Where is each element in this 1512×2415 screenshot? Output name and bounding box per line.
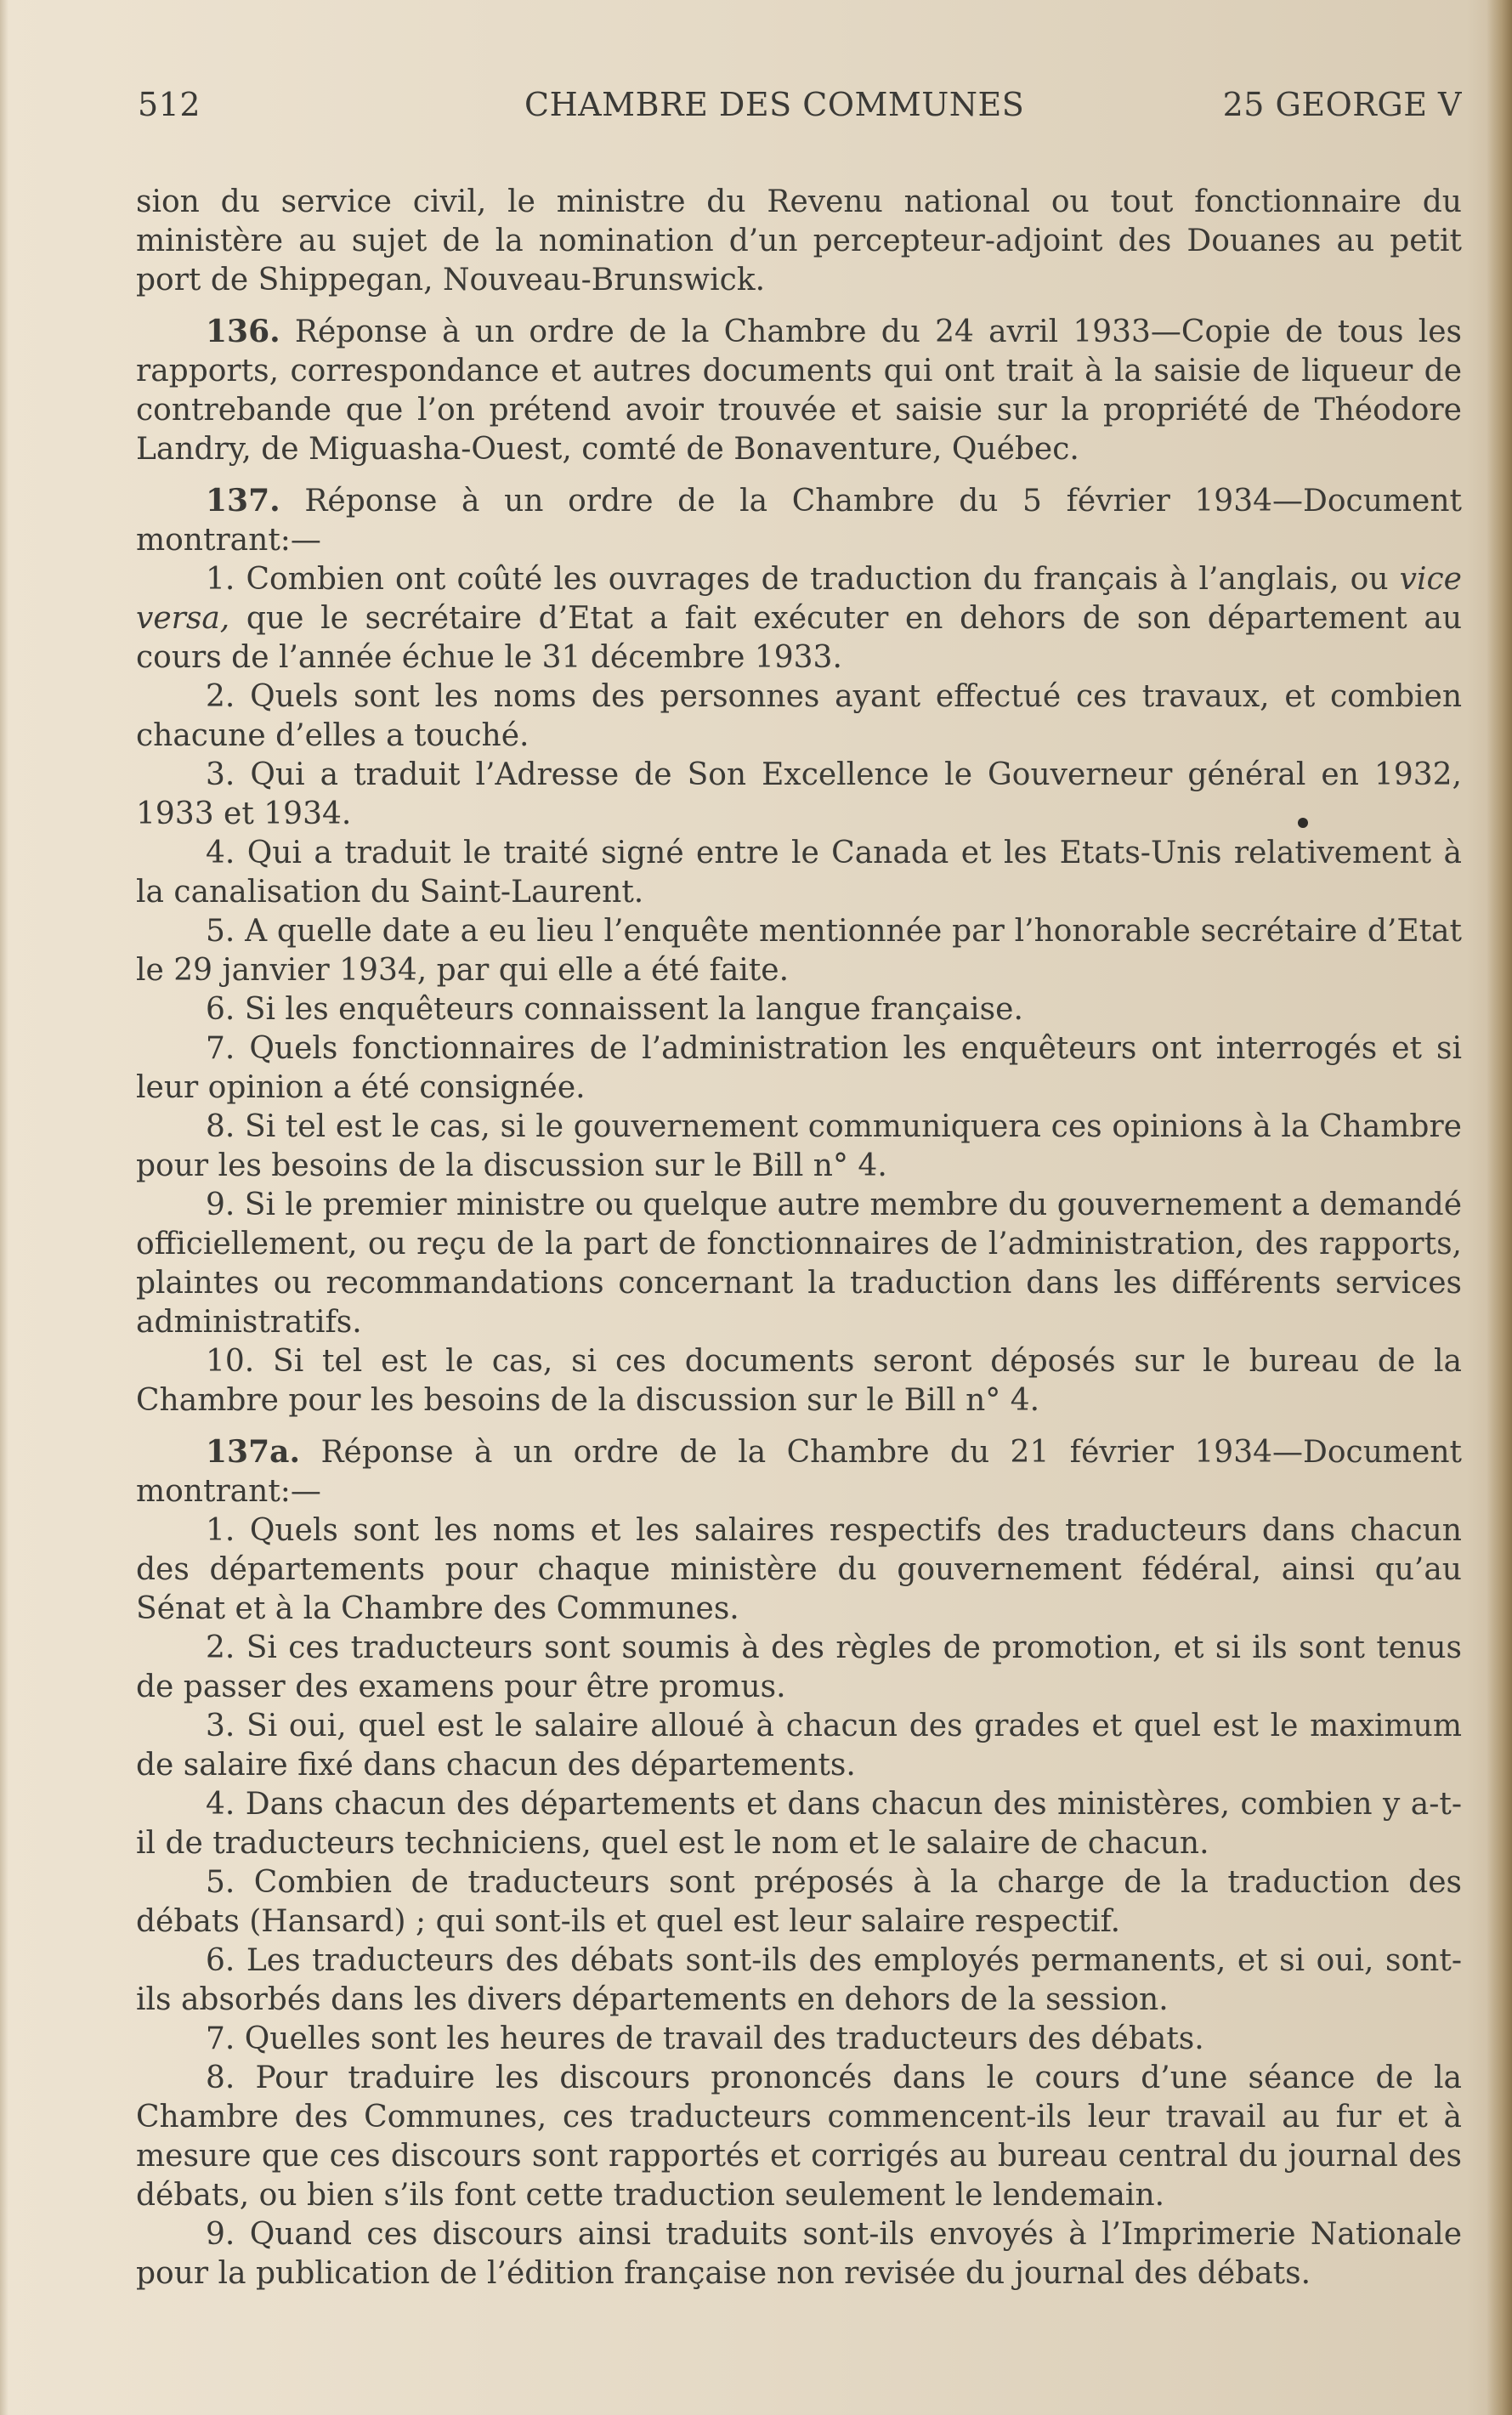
list-item: 1. Combien ont coûté les ouvrages de traduction du français à l’anglais, ou vice versa, que le secrétaire d’Etat a fait exécuter en dehors de son département au cours de l’année échue le 31 décembre 1933.: [136, 562, 1462, 675]
continuation-paragraph: sion du service civil, le ministre du Revenu national ou tout fonctionnaire du ministère au sujet de la nomination d’un percepteur-adjoint des Douanes au petit port de Shippegan, Nouveau-Brunswick.: [136, 184, 1462, 298]
entry-136: [136, 312, 1462, 469]
list-item: 3. Qui a traduit l’Adresse de Son Excellence le Gouverneur général en 1932, 1933 et 1934.: [136, 757, 1462, 831]
entry-intro: Réponse à un ordre de la Chambre du 21 février 1934—Document montrant:—: [136, 1435, 1462, 1509]
list-item: 10. Si tel est le cas, si ces documents seront déposés sur le bureau de la Chambre pour les besoins de la discussion sur le Bill n° 4.: [136, 1344, 1462, 1418]
page-header: [138, 86, 1462, 137]
list-item: 7. Quelles sont les heures de travail des traducteurs des débats.: [206, 2021, 1204, 2056]
list-item: 2. Si ces traducteurs sont soumis à des règles de promotion, et si ils sont tenus de passer des examens pour être promus.: [136, 1630, 1462, 1704]
entry-text: Réponse à un ordre de la Chambre du 24 avril 1933—Copie de tous les rapports, correspondance et autres documents qui ont trait à la saisie de liqueur de contrebande que l’on prétend avoir trouvée et saisie sur la propriété de Théodore Landry, de Miguasha-Ouest, comté de Bonaventure, Québec.: [136, 315, 1462, 467]
list-item: 9. Si le premier ministre ou quelque autre membre du gouvernement a demandé officiellement, ou reçu de la part de fonctionnaires de l’administration, des rapports, plaintes ou recommandations concernant la traduction dans les différents services administratifs.: [136, 1188, 1462, 1340]
ink-spot: [1298, 818, 1308, 828]
entry-137: [136, 481, 1462, 560]
entry-number: 136.: [206, 314, 280, 349]
page-right-edge: [1487, 0, 1512, 2415]
list-item: 7. Quels fonctionnaires de l’administration les enquêteurs ont interrogés et si leur opinion a été consignée.: [136, 1031, 1462, 1105]
list-item: 2. Quels sont les noms des personnes ayant effectué ces travaux, et combien chacune d’elles a touché.: [136, 679, 1462, 753]
list-item: 9. Quand ces discours ainsi traduits sont-ils envoyés à l’Imprimerie Nationale pour la publication de l’édition française non revisée du journal des débats.: [136, 2217, 1462, 2291]
list-item: 5. Combien de traducteurs sont préposés à la charge de la traduction des débats (Hansard) ; qui sont-ils et quel est leur salaire respectif.: [136, 1865, 1462, 1939]
entry-number: 137.: [206, 483, 280, 519]
list-item: 8. Si tel est le cas, si le gouvernement communiquera ces opinions à la Chambre pour les besoins de la discussion sur le Bill n° 4.: [136, 1109, 1462, 1183]
list-item: 3. Si oui, quel est le salaire alloué à chacun des grades et quel est le maximum de salaire fixé dans chacun des départements.: [136, 1709, 1462, 1783]
list-item: 6. Si les enquêteurs connaissent la langue française.: [206, 992, 1023, 1027]
latin-phrase: vice versa,: [136, 562, 1462, 636]
list-item: 5. A quelle date a eu lieu l’enquête mentionnée par l’honorable secrétaire d’Etat le 29 janvier 1934, par qui elle a été faite.: [136, 914, 1462, 988]
list-item: 4. Dans chacun des départements et dans chacun des ministères, combien y a-t-il de traducteurs techniciens, quel est le nom et le salaire de chacun.: [136, 1787, 1462, 1861]
page-number: 512: [138, 86, 201, 123]
entry-intro: Réponse à un ordre de la Chambre du 5 février 1934—Document montrant:—: [136, 484, 1462, 558]
page-body: [136, 183, 1462, 2293]
list-item: 4. Qui a traduit le traité signé entre le Canada et les Etats-Unis relativement à la canalisation du Saint-Laurent.: [136, 836, 1462, 910]
list-item: 8. Pour traduire les discours prononcés dans le cours d’une séance de la Chambre des Communes, ces traducteurs commencent-ils leur travail au fur et à mesure que ces discours sont rapportés et corrigés au bureau central du journal des débats, ou bien s’ils font cette traduction seulement le lendemain.: [136, 2061, 1462, 2213]
list-item: 6. Les traducteurs des débats sont-ils des employés permanents, et si oui, sont-ils absorbés dans les divers départements en dehors de la session.: [136, 1943, 1462, 2017]
entry-137a: [136, 1432, 1462, 1511]
running-date: 25 GEORGE V: [1222, 86, 1462, 123]
entry-number: 137a.: [206, 1434, 301, 1470]
running-title: CHAMBRE DES COMMUNES: [524, 86, 1025, 123]
page-left-edge: [0, 0, 8, 2415]
list-item: 1. Quels sont les noms et les salaires respectifs des traducteurs dans chacun des départements pour chaque ministère du gouvernement fédéral, ainsi qu’au Sénat et à la Chambre des Communes.: [136, 1513, 1462, 1626]
